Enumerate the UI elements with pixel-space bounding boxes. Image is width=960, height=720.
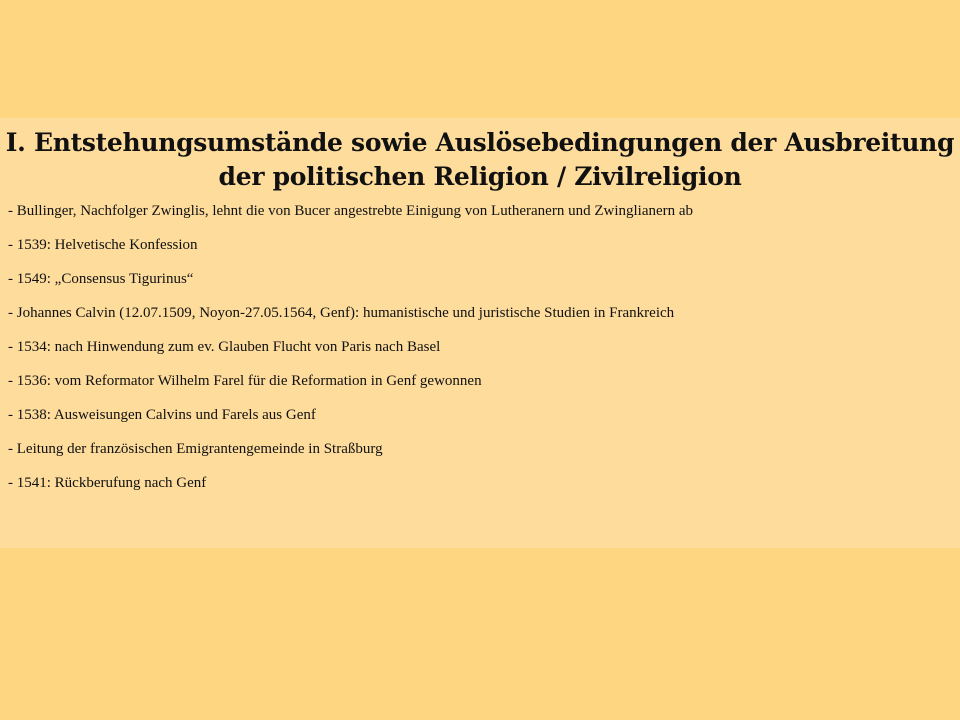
- bullet-item: - 1536: vom Reformator Wilhelm Farel für die Reformation in Genf gewonnen: [8, 373, 482, 389]
- bullet-item: - Leitung der französischen Emigrantengemeinde in Straßburg: [8, 441, 383, 457]
- bullet-item: - Bullinger, Nachfolger Zwinglis, lehnt die von Bucer angestrebte Einigung von Lutheranern und Zwinglianern ab: [8, 203, 694, 219]
- slide-title: [0, 118, 960, 194]
- bullet-item: - 1541: Rückberufung nach Genf: [8, 475, 207, 491]
- slide-title-line-1: I. Entstehungsumstände sowie Auslösebedingungen der Ausbreitung: [5, 128, 955, 157]
- bullet-list: [0, 202, 960, 508]
- bullet-item: - 1549: „Consensus Tigurinus“: [8, 271, 194, 287]
- slide-title-line-2: der politischen Religion / Zivilreligion: [218, 162, 742, 191]
- bullet-item: - 1539: Helvetische Konfession: [8, 237, 198, 253]
- bullet-item: - 1538: Ausweisungen Calvins und Farels aus Genf: [8, 407, 316, 423]
- bullet-item: - Johannes Calvin (12.07.1509, Noyon-27.05.1564, Genf): humanistische und juristische Studien in Frankreich: [8, 305, 675, 321]
- content-box: [0, 118, 960, 548]
- bullet-item: - 1534: nach Hinwendung zum ev. Glauben Flucht von Paris nach Basel: [8, 339, 441, 355]
